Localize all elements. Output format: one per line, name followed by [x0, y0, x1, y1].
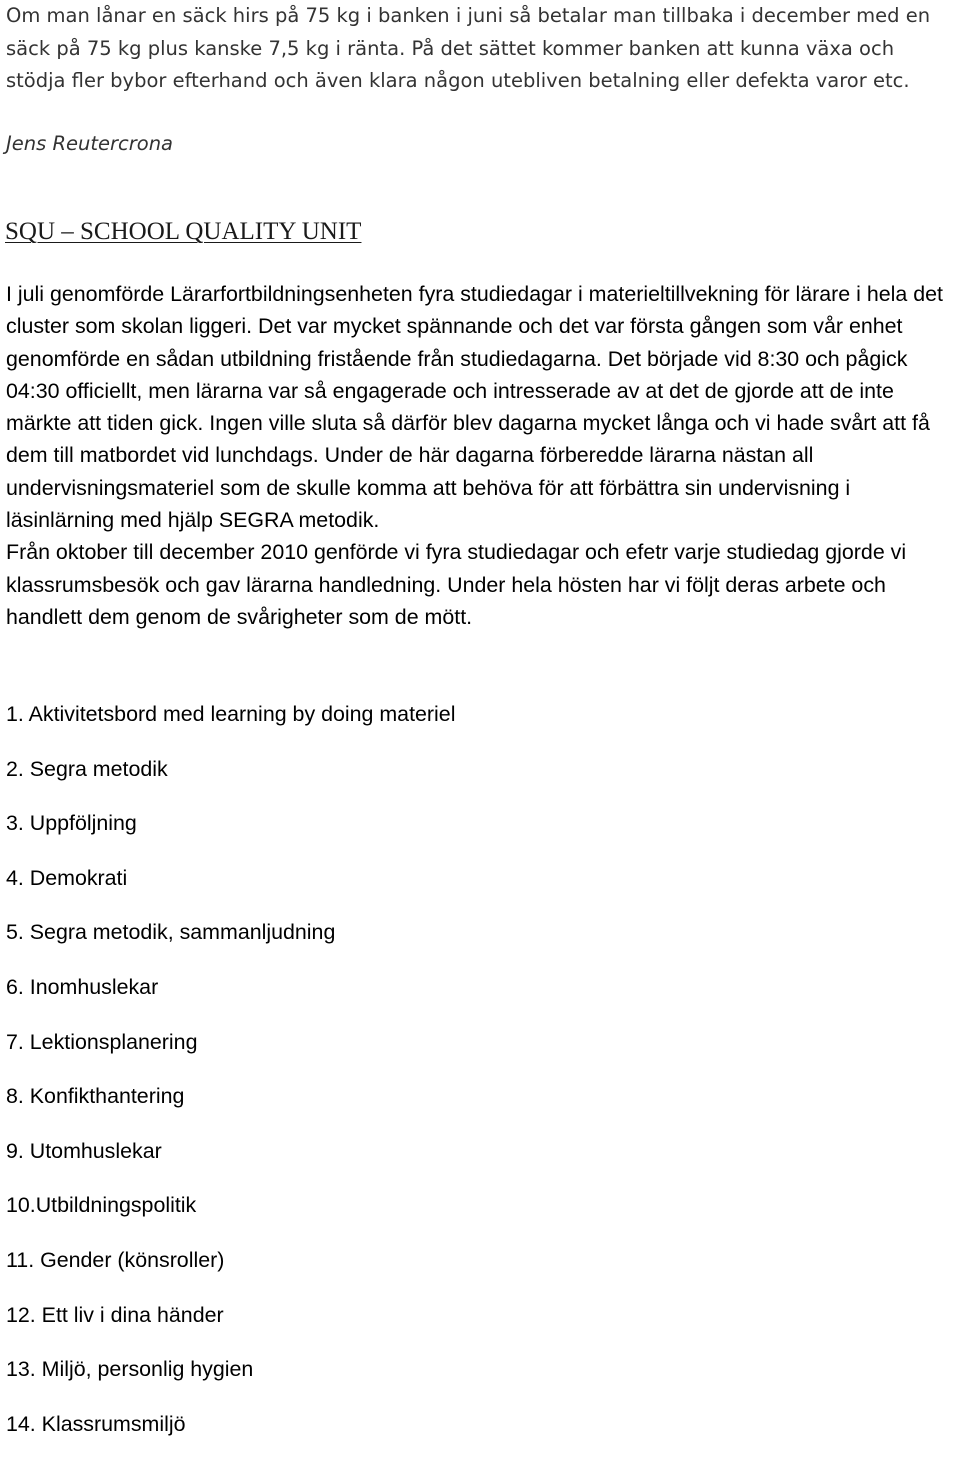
- list-item: 14. Klassrumsmiljö: [6, 1411, 186, 1436]
- list-item: 9. Utomhuslekar: [6, 1138, 162, 1163]
- list-item: 3. Uppföljning: [6, 811, 137, 836]
- author-name: Jens Reutercrona: [6, 132, 174, 155]
- list-item: 1. Aktivitetsbord med learning by doing materiel: [6, 702, 456, 726]
- list-item: 8. Konfikthantering: [6, 1084, 185, 1109]
- list-item: 11. Gender (könsroller): [6, 1247, 225, 1272]
- list-item: 13. Miljö, personlig hygien: [6, 1357, 254, 1382]
- list-item: 2. Segra metodik: [6, 756, 168, 781]
- body-paragraph-text-2: Från oktober till december 2010 genförde vi fyra studiedagar och efetr varje studiedag gjorde vi klassrumsbesök och gav lärarna handledning. Under hela hösten har vi följt deras arbete och handlett dem genom de svårigheter som de mött.: [6, 540, 907, 629]
- list-item: 5. Segra metodik, sammanljudning: [6, 920, 336, 945]
- section-heading: SQU – SCHOOL QUALITY UNIT: [5, 218, 362, 245]
- body-paragraph: [6, 278, 958, 633]
- body-paragraph-text: I juli genomförde Lärarfortbildningsenheten fyra studiedagar i materieltillvekning för lärare i hela det cluster som skolan liggeri. Det var mycket spännande och det var första gången som vår enhet genomförde en sådan utbildning fristående från studiedagarna. Det började vid 8:30 och pågick 04:30 officiellt, men lärarna var så engagerade och intresserade av at det de gjorde att de inte märkte att tiden gick. Ingen ville sluta så därför blev dagarna mycket långa och vi hade svårt att få dem till matbordet vid lunchdags. Under de här dagarna förberedde lärarna nästan all undervisningsmateriel som de skulle komma att behöva för att förbättra sin undervisning i läsinlärning med hjälp SEGRA metodik.: [6, 282, 943, 533]
- list-item: 12. Ett liv i dina händer: [6, 1302, 224, 1327]
- intro-paragraph: Om man lånar en säck hirs på 75 kg i banken i juni så betalar man tillbaka i december med en säck på 75 kg plus kanske 7,5 kg i ränta. På det sättet kommer banken att kunna växa och stödja fler bybor efterhand och även klara någon utebliven betalning eller defekta varor etc.: [6, 4, 931, 92]
- list-item: 7. Lektionsplanering: [6, 1029, 198, 1054]
- list-item: 6. Inomhuslekar: [6, 974, 159, 999]
- list-item: 10.Utbildningspolitik: [6, 1193, 197, 1218]
- list-item: 4. Demokrati: [6, 865, 128, 890]
- topic-list: [6, 698, 455, 1462]
